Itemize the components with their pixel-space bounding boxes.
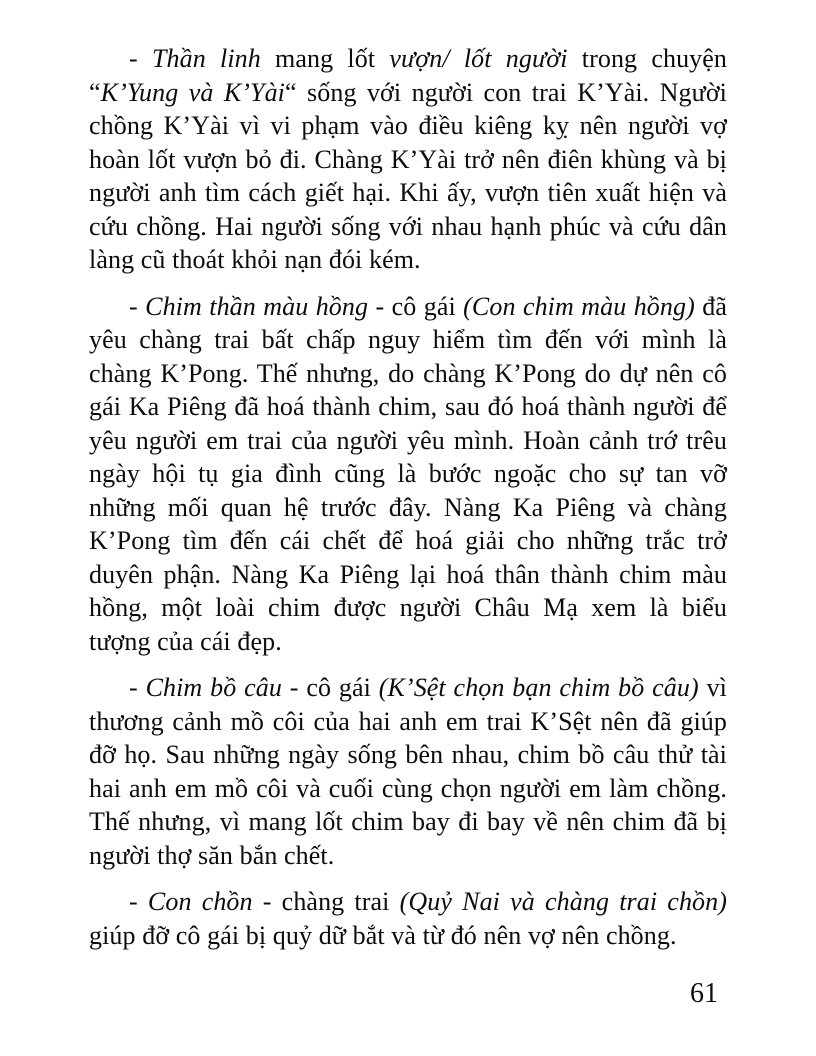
paragraph xyxy=(89,42,727,277)
text-segment: đã yêu chàng trai bất chấp nguy hiểm tìm đến với mình là chàng K’Pong. Thế nhưng, do chàng K’Pong do dự nên cô gái Ka Piêng đã hoá thành chim, sau đó hoá thành người để yêu người em trai của người yêu mình. Hoàn cảnh trớ trêu ngày hội tụ gia đình cũng là bước ngoặc cho sự tan vỡ những mối quan hệ trước đây. Nàng Ka Piêng và chàng K’Pong tìm đến cái chết để hoá giải cho những trắc trở duyên phận. Nàng Ka Piêng lại hoá thân thành chim màu hồng, một loài chim được người Châu Mạ xem là biểu tượng của cái đẹp. xyxy=(89,291,727,656)
text-content xyxy=(89,42,727,965)
paragraph xyxy=(89,885,727,952)
italic-text-segment: Con chồn xyxy=(147,887,253,916)
text-segment: giúp đỡ cô gái bị quỷ dữ bắt và từ đó nên vợ nên chồng. xyxy=(89,920,677,950)
italic-text-segment: Thần linh xyxy=(151,44,261,73)
text-segment: - cô gái xyxy=(281,673,379,702)
paragraph xyxy=(89,290,727,659)
italic-text-segment: (Quỷ Nai và chàng trai chồn) xyxy=(399,887,728,916)
italic-text-segment: Chim bồ câu xyxy=(145,673,282,702)
italic-text-segment: K’Yung và K’Yài xyxy=(100,77,286,107)
text-segment: - xyxy=(129,887,148,916)
text-segment: - xyxy=(129,291,146,321)
text-segment: “ sống với người con trai K’Yài. Người chồng K’Yài vì vi phạm vào điều kiêng kỵ nên người vợ hoàn lốt vượn bỏ đi. Chàng K’Yài trở nên điên khùng và bị người anh tìm cách giết hại. Khi ấy, vượn tiên xuất hiện và cứu chồng. Hai người sống với nhau hạnh phúc và cứu dân làng cũ thoát khỏi nạn đói kém. xyxy=(89,77,728,274)
text-segment: trong chuyện “ xyxy=(89,44,728,107)
italic-text-segment: vượn/ lốt người xyxy=(389,44,568,73)
text-segment: - chàng trai xyxy=(252,887,400,916)
italic-text-segment: (Con chim màu hồng) xyxy=(463,291,695,321)
paragraph xyxy=(89,671,727,872)
italic-text-segment: Chim thần màu hồng xyxy=(145,291,369,321)
text-segment: - xyxy=(129,44,152,73)
page-number: 61 xyxy=(690,978,718,1009)
text-segment: - cô gái xyxy=(368,291,464,321)
text-segment: mang lốt xyxy=(260,44,390,73)
text-segment: - xyxy=(129,673,146,702)
text-segment: vì thương cảnh mồ côi của hai anh em trai K’Sệt nên đã giúp đỡ họ. Sau những ngày sống bên nhau, chim bồ câu thử tài hai anh em mồ côi và cuối cùng chọn người em làm chồng. Thế nhưng, vì mang lốt chim bay đi bay về nên chim đã bị người thợ săn bắn chết. xyxy=(89,673,727,870)
italic-text-segment: (K’Sệt chọn bạn chim bồ câu) xyxy=(378,673,699,702)
